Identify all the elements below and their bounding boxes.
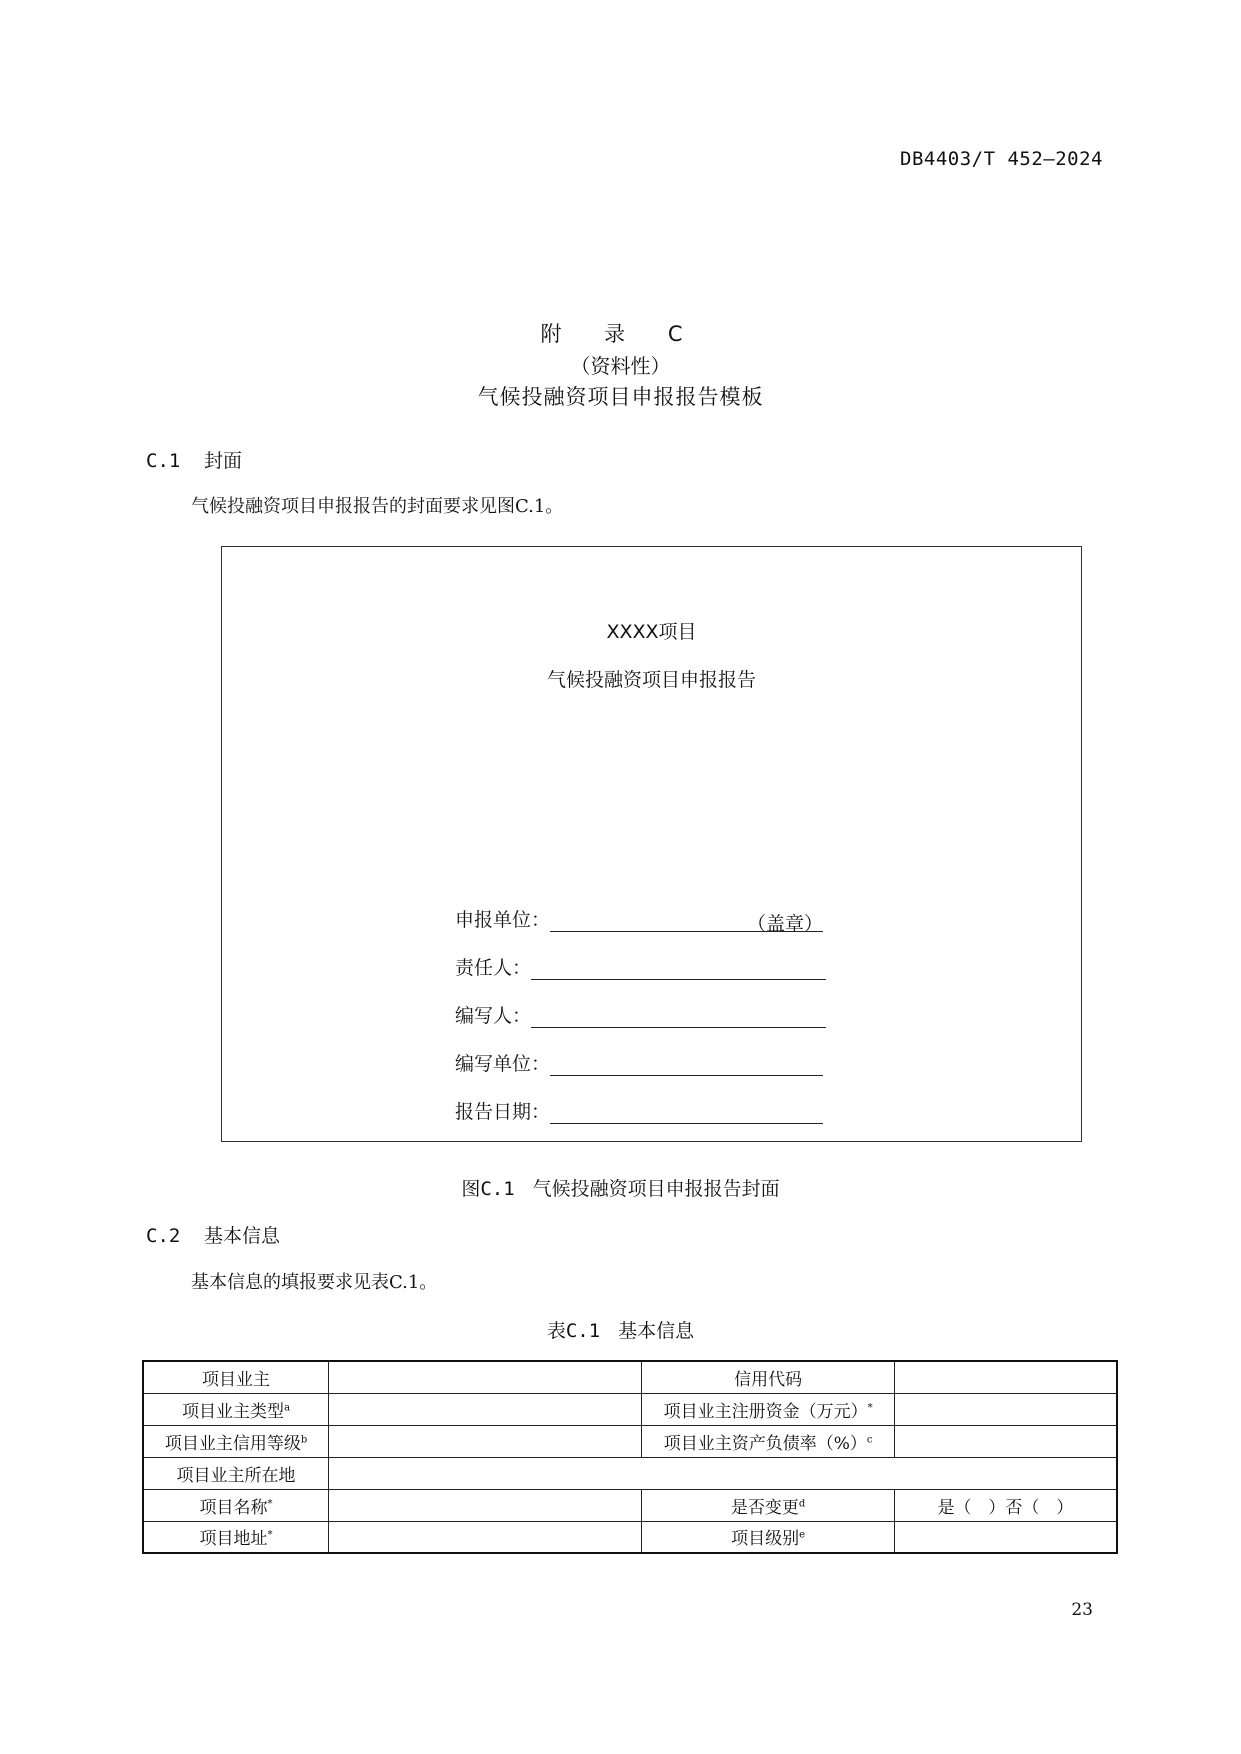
appendix-nature: （资料性）: [570, 354, 671, 378]
row-label: 项目业主类型$^a$: [143, 1393, 329, 1425]
value-cell: [329, 1361, 642, 1393]
table-row: [143, 1457, 1117, 1489]
value-cell: [329, 1521, 642, 1553]
row-label: 项目业主所在地: [143, 1457, 329, 1489]
field-underline: [531, 1005, 826, 1028]
value-cell: [329, 1393, 642, 1425]
table-row: [143, 1521, 1117, 1553]
field-underline: [550, 1101, 823, 1124]
table-caption: [0, 1316, 1241, 1343]
field-label: 编写人：: [455, 1005, 532, 1027]
field-label: 申报单位：: [455, 909, 551, 931]
value-cell: [329, 1489, 642, 1521]
field-underline: [550, 909, 824, 935]
row-label: 项目业主信用等级$^b$: [143, 1425, 329, 1457]
section-title: 基本信息: [204, 1225, 281, 1247]
table-row: [143, 1393, 1117, 1425]
basic-info-table: [142, 1360, 1118, 1554]
row-label: 项目级别$^e$: [642, 1521, 895, 1553]
row-label: 项目名称*: [143, 1489, 329, 1521]
cover-field-report-date: [455, 1097, 823, 1124]
value-cell: [329, 1457, 1117, 1489]
cover-field-responsible: [455, 953, 826, 980]
page-number: 23: [1071, 1600, 1093, 1620]
table-row: [143, 1489, 1117, 1521]
appendix-name: 气候投融资项目申报报告模板: [477, 385, 764, 409]
field-underline: [550, 1053, 823, 1076]
yes-no-cell: 是（ ）否（ ）: [894, 1489, 1117, 1521]
cover-template-frame: [221, 546, 1082, 1142]
field-label: 责任人：: [455, 957, 532, 979]
cover-project-name: XXXX项目: [606, 621, 697, 643]
section-number: C.2: [146, 1225, 181, 1247]
row-label: 项目业主注册资金（万元）*: [642, 1393, 895, 1425]
value-cell: [894, 1361, 1117, 1393]
figure-caption: [0, 1174, 1241, 1201]
row-label: 是否变更$^d$: [642, 1489, 895, 1521]
section-number: C.1: [146, 450, 181, 472]
section-c1-text: 气候投融资项目申报报告的封面要求见图C.1。: [191, 496, 564, 517]
row-label: 项目业主: [143, 1361, 329, 1393]
field-underline: [531, 957, 826, 980]
table-row: [143, 1425, 1117, 1457]
field-label: 编写单位：: [455, 1053, 551, 1075]
standard-code: DB4403/T 452—2024: [900, 148, 1103, 170]
row-label: 项目业主资产负债率（%）$^c$: [642, 1425, 895, 1457]
figure-caption-text: 气候投融资项目申报报告封面: [532, 1178, 780, 1200]
row-label: 项目地址*: [143, 1521, 329, 1553]
appendix-title: 附 录 C: [540, 322, 701, 346]
section-c2-text: 基本信息的填报要求见表C.1。: [191, 1272, 438, 1293]
section-c1-heading: [146, 446, 242, 473]
table-number: 表C.1: [546, 1320, 601, 1342]
figure-number: 图C.1: [461, 1178, 515, 1200]
value-cell: [329, 1425, 642, 1457]
cover-field-writer: [455, 1001, 826, 1028]
section-c2-heading: [146, 1221, 280, 1248]
section-title: 封面: [204, 450, 243, 472]
value-cell: [894, 1393, 1117, 1425]
table-row: [143, 1361, 1117, 1393]
row-label: 信用代码: [642, 1361, 895, 1393]
value-cell: [894, 1521, 1117, 1553]
cover-field-writing-unit: [455, 1049, 823, 1076]
seal-note: （盖章）: [747, 913, 824, 935]
field-label: 报告日期：: [455, 1101, 551, 1123]
cover-field-applicant: [455, 905, 824, 935]
table-caption-text: 基本信息: [618, 1320, 695, 1342]
cover-report-title: 气候投融资项目申报报告: [546, 669, 756, 691]
value-cell: [894, 1425, 1117, 1457]
